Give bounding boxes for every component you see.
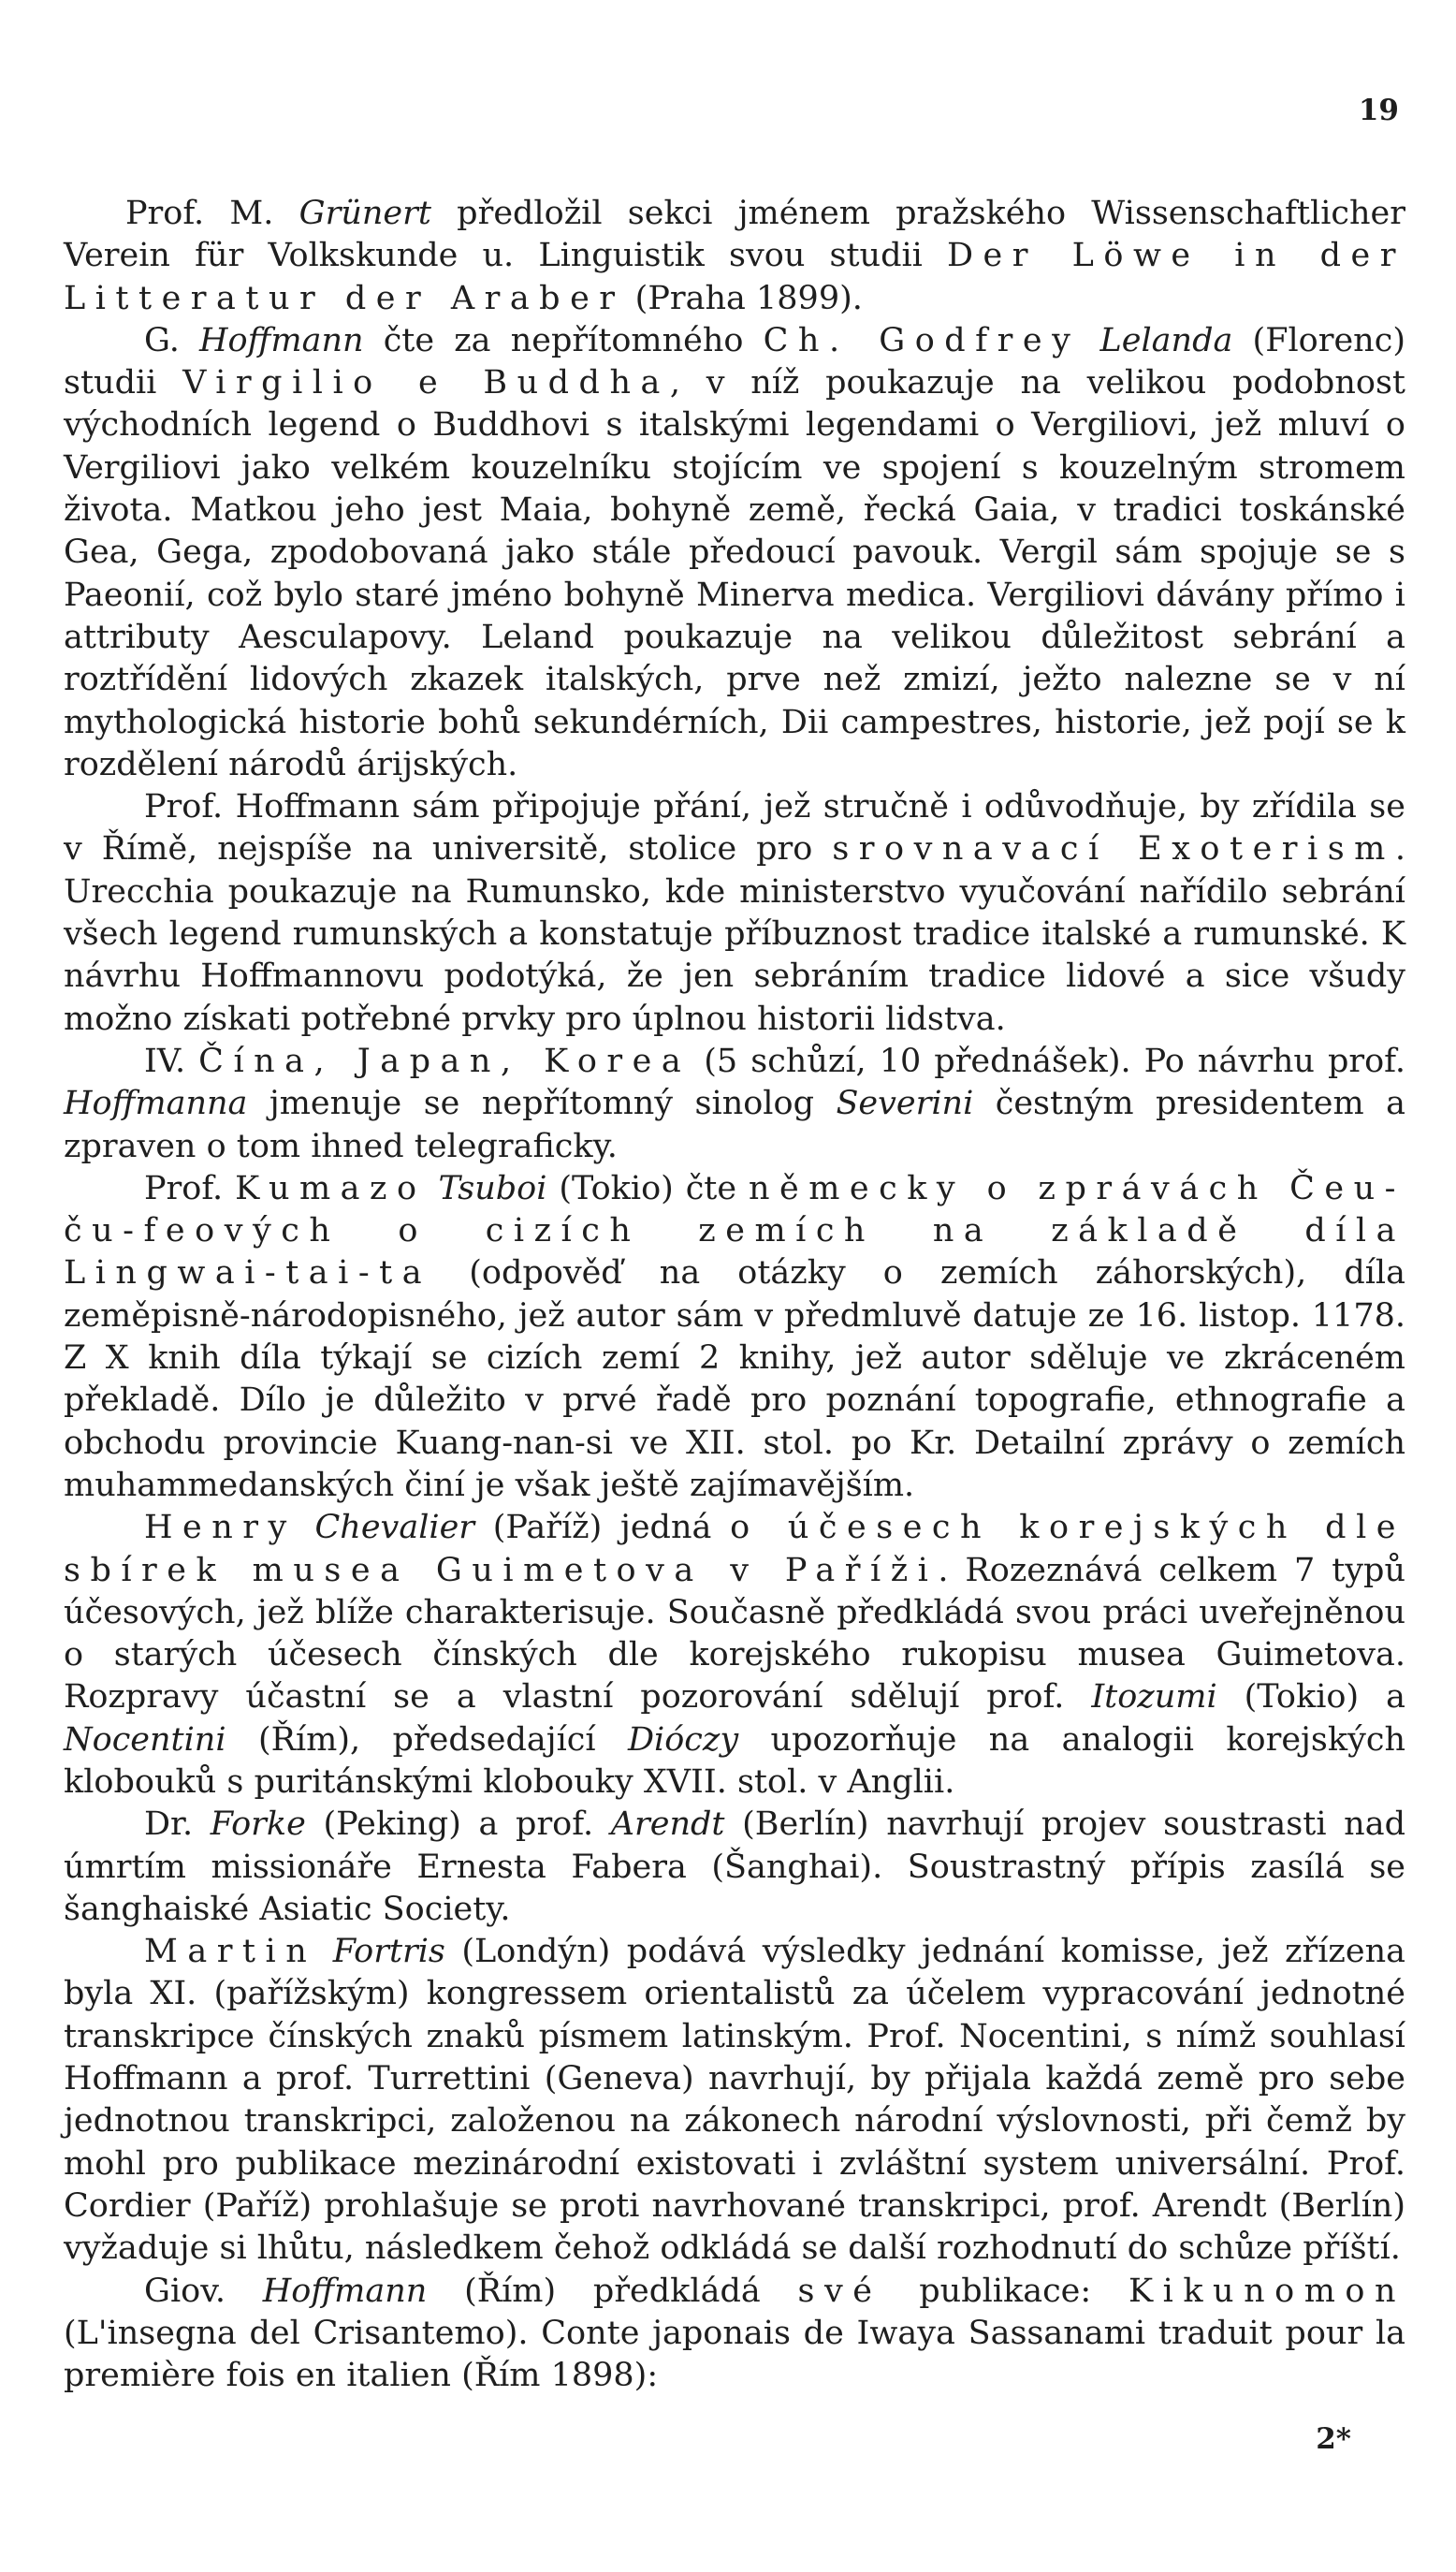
text-run: (Tokio) a xyxy=(1216,1678,1405,1717)
text-run: (5 schůzí, 10 přednášek). Po návrhu prof. xyxy=(691,1042,1406,1080)
text-run: čte za nepřítomného xyxy=(363,321,764,359)
text-run xyxy=(427,1170,439,1207)
author-name-itozumi: Itozumi xyxy=(1091,1678,1217,1717)
spaced-title: Der Löwe in der Litteratur der Araber xyxy=(64,237,1405,317)
spaced-name: Henry xyxy=(144,1509,297,1547)
body-text xyxy=(64,193,1405,2397)
paragraph-gruenert xyxy=(64,193,1405,320)
text-run: Prof. M. xyxy=(125,195,299,232)
text-run: jmenuje se nepřítomný sinolog xyxy=(247,1085,837,1123)
text-run: (odpověď na otázky o zemích záhorských), díla zeměpisně-národopisného, jež autor sám v předmluvě datuje ze 16. listop. 1178. Z X knih díla týkají se cizích zemí 2 knihy, jež autor sděluje ve zkráceném překladě. Dílo je důležito v prvé řadě pro poznání topografie, ethnografie a obchodu provincie Kuang-nan-si ve XII. stol. po Kr. Detailní zprávy o zemích muhammedanských činí je však ještě zajímavějším. xyxy=(64,1254,1405,1504)
author-name-arendt: Arendt xyxy=(610,1805,725,1844)
text-run: předložil sekci jménem pražského Wissenschaftlicher Verein für Volkskunde u. Linguistik svou studii xyxy=(64,195,1406,275)
author-name-tsuboi: Tsuboi xyxy=(438,1169,547,1207)
text-run: (Řím) předkládá xyxy=(427,2272,798,2310)
author-name-forke: Forke xyxy=(210,1805,306,1844)
paragraph-hoffmann-leland xyxy=(64,320,1405,786)
text-run: IV. xyxy=(144,1042,199,1080)
text-run: , v níž poukazuje na velikou podobnost východních legend o Buddhovi s italskými legendami o Vergiliovi, jež mluví o Vergiliovi jako velkém kouzelníku stojícím ve spojení s kouzelným stromem života. Matkou jeho jest Maia, bohyně země, řecká Gaia, v tradici toskánské Gea, Gega, zpodobovaná jako stále předoucí pavouk. Vergil sám spojuje se s Paeonií, což bylo staré jméno bohyně Minerva medica. Vergiliovi dávány přímo i attributy Aesculapovy. Leland poukazuje na velikou důležitost sebrání a roztřídění lidových zkazek italských, prve než zmizí, ježto nalezne se v ní mythologická historie bohů sekundérních, Dii campestres, historie, jež pojí se k rozdělení národů árijských. xyxy=(64,364,1405,783)
text-run: G. xyxy=(144,321,199,359)
author-name-leland: Lelanda xyxy=(1099,321,1233,359)
spaced-title: Kikunomon xyxy=(1128,2272,1405,2310)
text-run: (Berlín) navrhují projev soustrasti nad úmrtím missionáře Ernesta Fabera (Šanghai). Soustrastný přípis zasílá se šanghaiské Asiatic Society. xyxy=(64,1805,1405,1928)
spaced-title: o účesech korejských dle sbírek musea Guimetova v Paříži xyxy=(64,1509,1405,1589)
paragraph-chevalier xyxy=(64,1507,1405,1804)
paragraph-giov-hoffmann xyxy=(64,2271,1405,2398)
text-run xyxy=(1080,322,1099,359)
text-run xyxy=(316,1933,333,1970)
text-run: (Paříž) jedná xyxy=(474,1509,731,1547)
spaced-name: Kumazo xyxy=(235,1169,427,1207)
spaced-name: Ch. Godfrey xyxy=(763,321,1081,359)
text-run: . Urecchia poukazuje na Rumunsko, kde ministerstvo vyučování nařídilo sebrání všech legend rumunských a konstatuje příbuznost tradice italské a rumunské. K návrhu Hoffmannovu podotýká, že jen sebráním tradice lidové a sice všudy možno získati potřebné prvky pro úplnou historii lidstva. xyxy=(64,830,1405,1038)
text-run: (Tokio) čte xyxy=(546,1169,749,1207)
text-run: (Peking) a prof. xyxy=(305,1805,611,1844)
text-run: čestným presidentem a zpraven o tom ihned telegraficky. xyxy=(64,1085,1405,1165)
spaced-term: srovnavací Exoterism xyxy=(832,830,1395,869)
text-run: Prof. Hoffmann sám připojuje přání, jež stručně i odůvodňuje, by zřídila se v Římě, nejspíše na universitě, stolice pro xyxy=(64,788,1405,869)
section-iv-heading xyxy=(64,1041,1405,1168)
author-name-gruenert: Grünert xyxy=(298,195,431,232)
spaced-title: německy o zprávách Čeu-ču-feových o cizích zemích na základě díla Lingwai-tai-ta xyxy=(64,1169,1406,1293)
paragraph-hoffmann-proposal xyxy=(64,786,1405,1041)
page-number: 19 xyxy=(1358,94,1399,127)
author-name-fortris: Fortris xyxy=(332,1933,445,1971)
author-name-dioczy: Dióczy xyxy=(627,1720,739,1759)
text-run: publikace: xyxy=(881,2272,1128,2310)
text-run: upozorňuje na analogii korejských klobouků s puritánskými klobouky XVII. stol. v Anglii. xyxy=(64,1720,1405,1801)
text-run: (L'insegna del Crisantemo). Conte japonais de Iwaya Sassanami traduit pour la première fois en italien (Řím 1898): xyxy=(64,2314,1405,2395)
spaced-word: své xyxy=(797,2272,882,2310)
text-run xyxy=(297,1509,315,1546)
text-run: (Londýn) podává výsledky jednání komisse, jež zřízena byla XI. (pařížským) kongressem orientalistů za účelem vypracování jednotné transkripce čínských znaků písmem latinským. Prof. Nocentini, s nímž souhlasí Hoffmann a prof. Turrettini (Geneva) navrhují, by přijala každá země pro sebe jednotnou transkripci, založenou na zákonech národní výslovnosti, při čemž by mohl pro publikace mezinárodní existovati i zvláštní system universální. Prof. Cordier (Paříž) prohlašuje se proti navrhované transkripci, prof. Arendt (Berlín) vyžaduje si lhůtu, následkem čehož odkládá se další rozhodnutí do schůze příští. xyxy=(64,1933,1405,2268)
author-name-hoffmann: Hoffmann xyxy=(199,321,364,359)
spaced-title: Virgilio e Buddha xyxy=(182,364,670,402)
text-run: Giov. xyxy=(144,2272,263,2310)
paragraph-forke-arendt xyxy=(64,1804,1405,1931)
text-run: (Praha 1899). xyxy=(624,279,863,317)
spaced-name: Martin xyxy=(144,1933,317,1971)
signature-mark: 2* xyxy=(1316,2422,1351,2456)
text-run: (Florenc) studii xyxy=(64,321,1405,402)
author-name-nocentini: Nocentini xyxy=(64,1720,226,1759)
paragraph-fortris xyxy=(64,1931,1405,2270)
author-name-severini: Severini xyxy=(836,1085,974,1123)
text-run: Prof. xyxy=(144,1169,236,1207)
text-run: (Řím), předsedající xyxy=(226,1720,628,1759)
section-title: Čína, Japan, Korea xyxy=(198,1042,692,1080)
paragraph-tsuboi xyxy=(64,1168,1405,1507)
text-run: Dr. xyxy=(144,1805,211,1844)
author-name-hoffmann: Hoffmann xyxy=(262,2272,428,2310)
text-run: . Rozeznává celkem 7 typů účesových, jež blíže charakterisuje. Současně předkládá svou práci uveřejněnou o starých účesech čínských dle korejského rukopisu musea Guimetova. Rozpravy účastní se a vlastní pozorování sdělují prof. xyxy=(64,1551,1405,1717)
author-name-chevalier: Chevalier xyxy=(314,1509,475,1547)
author-name-hoffmanna: Hoffmanna xyxy=(64,1085,248,1123)
